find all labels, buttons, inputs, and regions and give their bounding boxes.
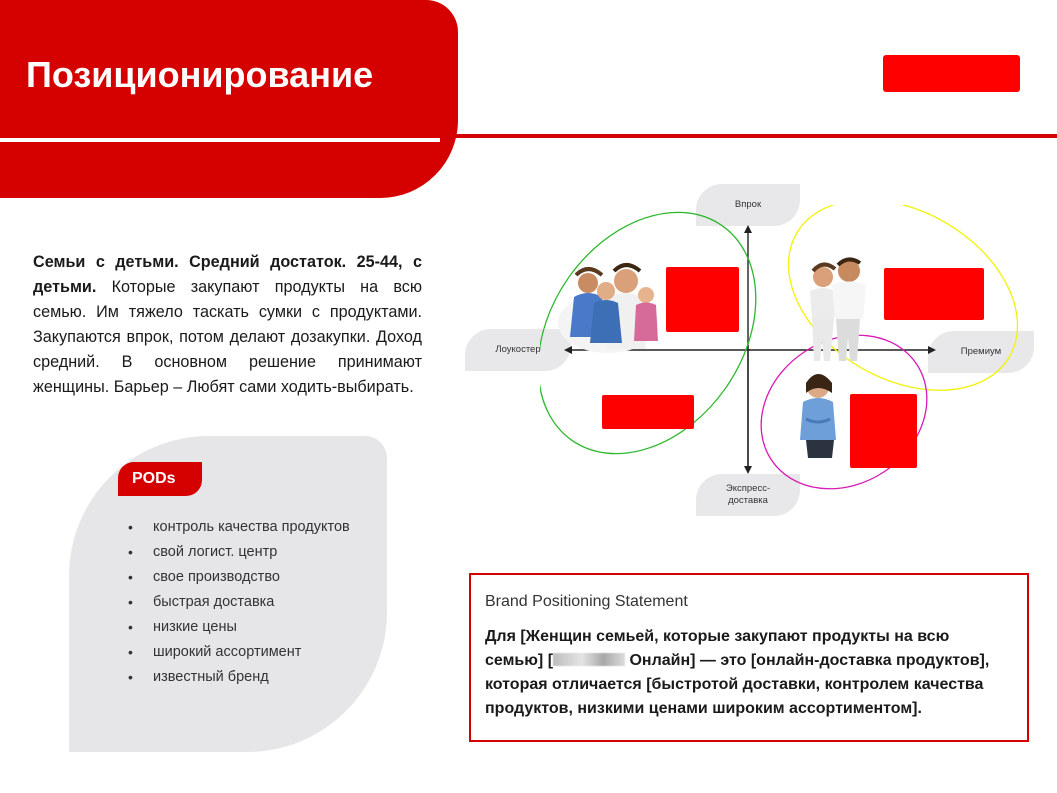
woman-photo-icon (800, 374, 836, 458)
axis-label-top-text: Впрок (734, 199, 762, 210)
redacted-logo-box (883, 55, 1020, 92)
pods-item: • свой логист. центр (126, 542, 356, 563)
pods-item: • быстрая доставка (126, 592, 356, 613)
bps-text-part2: Онлайн] — это [онлайн-доставка продуктов], которая отличается [быстротой доставки, контролем качества продуктов, низкими ценами широким ассортиментом]. (485, 652, 990, 717)
axis-label-left-text: Лоукостер (495, 344, 541, 355)
redacted-box-premium-express (850, 394, 917, 468)
blurred-brand-name (553, 653, 625, 666)
segment-bold-text: Семьи с детьми. Средний достаток. 25-44, с детьми. (33, 253, 422, 296)
header-banner (0, 0, 458, 198)
brand-positioning-statement (469, 573, 1029, 742)
positioning-map (540, 205, 1040, 495)
pods-item: • широкий ассортимент (126, 642, 356, 663)
pods-list (126, 517, 356, 692)
redacted-box-lowcost-express (602, 395, 694, 429)
page-title: Позиционирование (26, 54, 374, 95)
pods-item: • низкие цены (126, 617, 356, 638)
bps-title: Brand Positioning Statement (485, 593, 688, 610)
axis-label-bottom-text-2: доставка (728, 495, 768, 506)
pods-item: • известный бренд (126, 667, 356, 688)
axis-label-bottom-text-1: Экспресс- (725, 483, 771, 494)
fitness-couple-photo-icon (810, 259, 866, 361)
bps-text-part1: Для [Женщин семьей, которые закупают продукты на всю семью] [ (485, 628, 950, 669)
redacted-box-premium-stock (884, 268, 984, 320)
header-stripe-gap (0, 138, 440, 142)
segment-description (33, 250, 422, 400)
pods-badge: PODs (118, 462, 202, 496)
pods-item: • контроль качества продуктов (126, 517, 356, 538)
axis-label-right-text: Премиум (960, 346, 1002, 357)
segment-text: Которые закупают продукты на всю семью. Им тяжело таскать сумки с продуктами. Закупаются впрок, потом делают дозакупки. Доход средний. В основном решение принимают женщины. Барьер – Любят сами ходить-выбирать. (33, 278, 422, 396)
family-photo-icon (558, 265, 658, 353)
redacted-box-lowcost-stock (666, 267, 739, 332)
bps-text (485, 625, 1011, 721)
pods-item: • свое производство (126, 567, 356, 588)
